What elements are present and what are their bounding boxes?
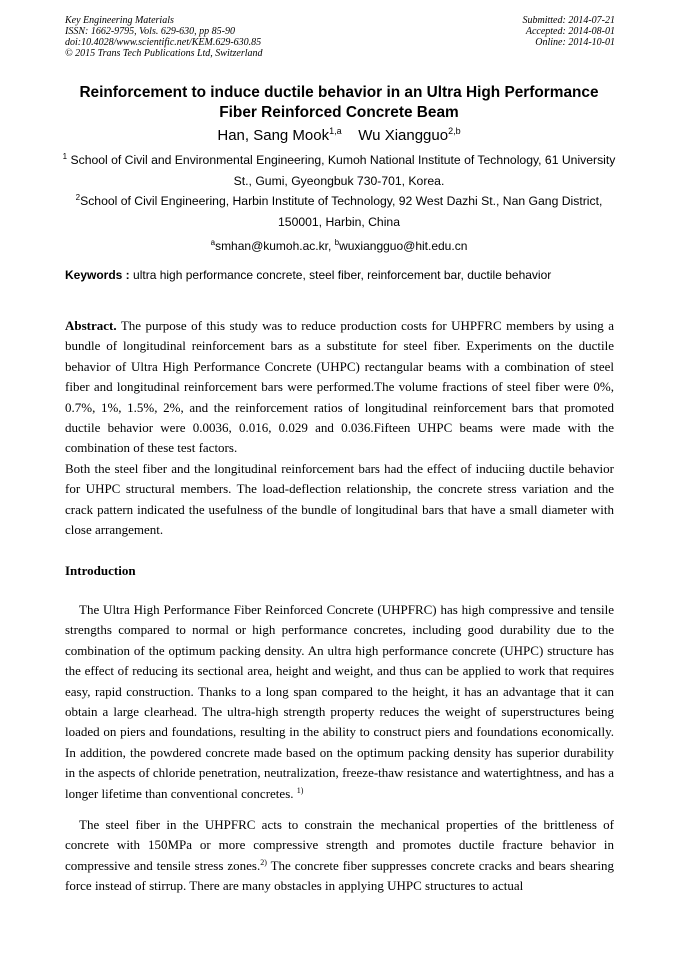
introduction-paragraph-2 xyxy=(65,815,614,897)
author-2-name: Wu Xiangguo xyxy=(358,127,449,144)
author-list xyxy=(40,127,638,145)
introduction-paragraph-1 xyxy=(65,600,614,804)
abstract-paragraph-1 xyxy=(65,316,614,459)
keywords xyxy=(65,267,620,283)
email-a-sup: a xyxy=(210,238,216,247)
doi-line: doi:10.4028/www.scientific.net/KEM.629-630.85 xyxy=(65,37,262,48)
introduction-text-2b: The concrete fiber suppresses concrete cracks and bears shearing force instead of stirrup. There are many obstacles in applying UHPC structures to actual xyxy=(65,857,614,894)
copyright-line: © 2015 Trans Tech Publications Ltd, Switzerland xyxy=(65,48,263,59)
abstract-label: Abstract. xyxy=(65,318,117,333)
email-b-sup: b xyxy=(334,238,340,247)
journal-header-right xyxy=(523,15,616,48)
affiliation-2 xyxy=(60,191,618,233)
affiliation-2-text: School of Civil Engineering, Harbin Institute of Technology, 92 West Dazhi St., Nan Gang District, 150001, Harbin, China xyxy=(80,194,603,229)
submitted-date: Submitted: 2014-07-21 xyxy=(522,15,615,26)
journal-name: Key Engineering Materials xyxy=(65,15,174,26)
paper-title xyxy=(40,83,638,123)
affiliation-2-sup: 2 xyxy=(75,193,81,202)
journal-header-left xyxy=(65,15,263,59)
abstract-text-1: The purpose of this study was to reduce production costs for UHPFRC members by using a bundle of longitudinal reinforcement bars as a substitute for steel fiber. Experiments on the ductile behavior of Ultra High Performance Concrete (UHPC) rectangular beams with a combination of steel fiber and longitudinal reinforcement bars were performed.The volume fractions of steel fiber were 0%, 0.7%, 1%, 1.5%, 2%, and the reinforcement ratios of longitudinal reinforcement bars that promoted ductile behavior were 0.0036, 0.016, 0.029 and 0.036.Fifteen UHPC beams were made with the combination of these test factors. xyxy=(65,318,615,456)
author-1-name: Han, Sang Mook xyxy=(217,127,330,144)
keywords-label: Keywords : xyxy=(65,268,130,282)
reference-1: 1) xyxy=(296,785,304,795)
affiliation-1 xyxy=(60,150,618,192)
introduction-text-2a: The steel fiber in the UHPFRC acts to constrain the mechanical properties of the brittleness of concrete with 150MPa or more compressive strength and promotes ductile fracture behavior in compressive and tensile stress zones. xyxy=(65,817,614,873)
reference-2: 2) xyxy=(260,857,267,867)
online-date: Online: 2014-10-01 xyxy=(535,37,615,48)
affiliation-1-sup: 1 xyxy=(62,152,68,161)
title-line-1: Reinforcement to induce ductile behavior in an Ultra High Performance xyxy=(79,84,599,101)
email-a[interactable]: smhan@kumoh.ac.kr, xyxy=(215,239,332,253)
email-b[interactable]: wuxiangguo@hit.edu.cn xyxy=(339,239,468,253)
author-1-sup: 1,a xyxy=(329,126,342,136)
introduction-text-1: The Ultra High Performance Fiber Reinforced Concrete (UHPFRC) has high compressive and tensile strengths compared to normal or high performance concretes, including good durability due to the combination of the optimum packing density. An ultra high performance concrete (UHPC) structure has the effect of reducing its sectional area, height and weight, and thus can be applied to work that requires easy, rapid construction. Thanks to a long span compared to the height, it has an advantage that it can obtain a large clearhead. The ultra-high strength property reduces the weight of superstructures being loaded on piers and foundations, resulting in the ability to construct piers and foundations economically. In addition, the powdered concrete made based on the optimum packing density has superior durability in the aspects of chloride penetration, neutralization, freeze-thaw resistance and watertightness, and has a longer lifetime than conventional concretes. xyxy=(65,602,614,801)
affiliation-1-text: School of Civil and Environmental Engineering, Kumoh National Institute of Technology, 61 University St., Gumi, Gyeongbuk 730-701, Korea. xyxy=(70,153,616,188)
title-line-2: Fiber Reinforced Concrete Beam xyxy=(219,104,459,121)
issn-line: ISSN: 1662-9795, Vols. 629-630, pp 85-90 xyxy=(65,26,235,37)
keywords-text: ultra high performance concrete, steel fiber, reinforcement bar, ductile behavior xyxy=(133,268,552,282)
accepted-date: Accepted: 2014-08-01 xyxy=(525,26,615,37)
author-2-sup: 2,b xyxy=(448,126,461,136)
introduction-heading: Introduction xyxy=(65,563,136,578)
abstract-paragraph-2: Both the steel fiber and the longitudinal reinforcement bars had the effect of induciing ductile behavior for UHPC structural members. The load-deflection relationship, the concrete stress variation and the crack pattern indicated the usefulness of the bundle of longitudinal bars that have a small diameter with close arrangement. xyxy=(65,461,614,538)
email-line xyxy=(40,238,638,254)
